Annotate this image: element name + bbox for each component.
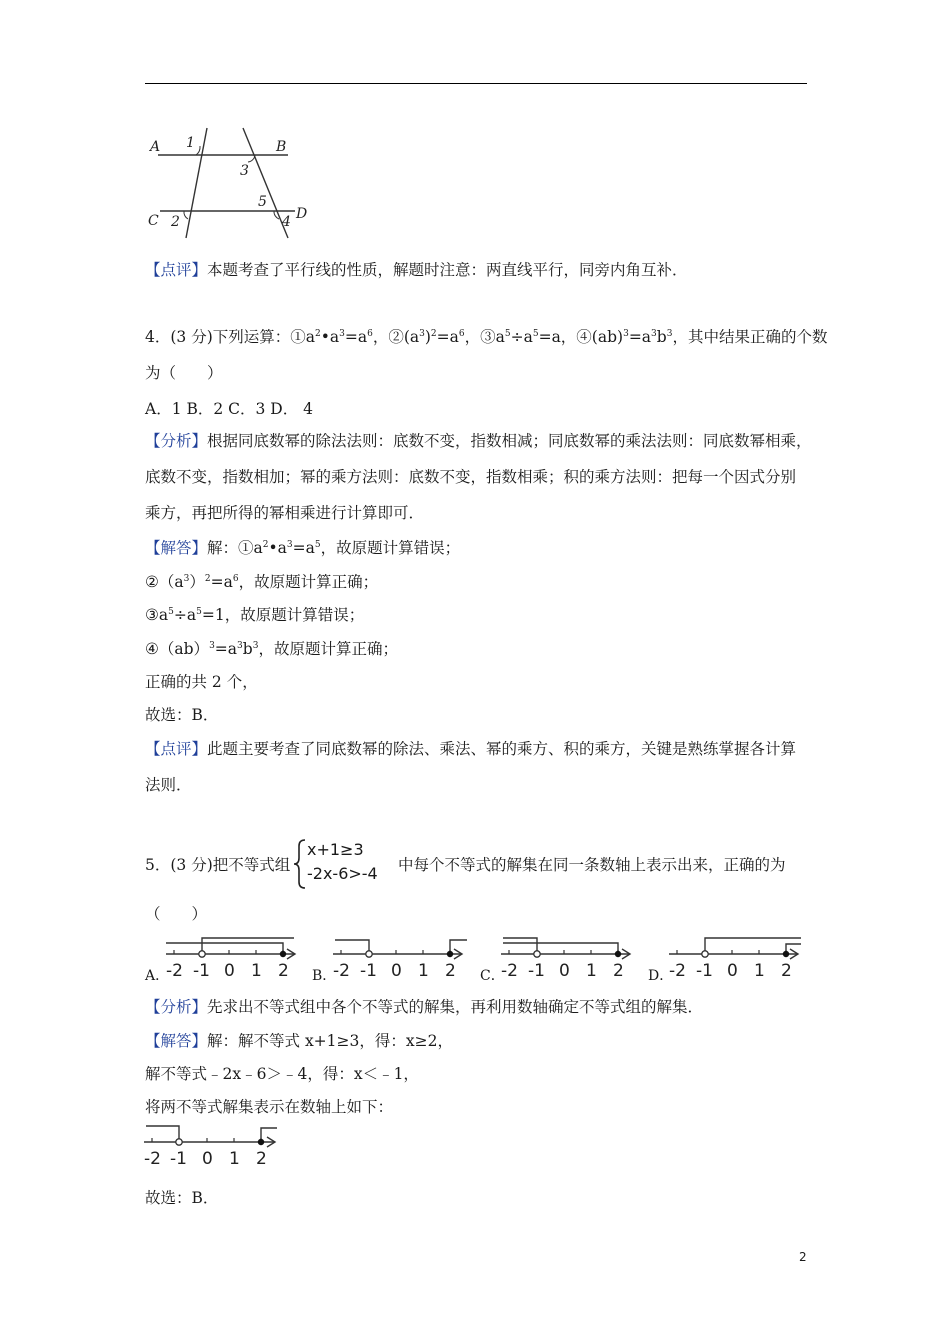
svg-text:1: 1 [251, 961, 262, 980]
svg-text:-1: -1 [360, 961, 377, 980]
q4-answer-6: 故选：B． [145, 706, 219, 724]
svg-text:0: 0 [559, 961, 570, 980]
option-a-label: A． [145, 968, 170, 984]
svg-text:-2: -2 [501, 961, 518, 980]
svg-text:-2: -2 [669, 961, 686, 980]
label-angle-5: 5 [258, 194, 267, 210]
number-line-option-a [162, 934, 302, 980]
q4-analysis-3: 乘方，再把所得的幂相乘进行计算即可． [145, 504, 425, 522]
q4-comment-2: 法则． [145, 776, 192, 794]
option-d-label: D． [648, 968, 674, 984]
q4-answer-1: 【解答】解：$①a^2•a^3=a^5$，故原题计算错误； [145, 539, 461, 557]
page-number: 2 [799, 1250, 807, 1264]
q4-stem: 4．(3 分)下列运算：$①a^2•a^3=a^6$，$②(a^3)^2=a^6$，$③a^5\div a^5=a$，$④(ab)^3=a^3b^3$，其中结果正确的个数 [145, 328, 828, 346]
inequality-1: x+1≥3 [307, 840, 364, 859]
q4-analysis-1: 【分析】根据同底数幂的除法法则：底数不变，指数相减；同底数幂的乘法法则：同底数幂相乘， [145, 432, 812, 450]
q4-analysis-2: 底数不变，指数相加；幂的乘方法则：底数不变，指数相乘；积的乘方法则：把每一个因式分别 [145, 468, 797, 486]
svg-text:-2: -2 [333, 961, 350, 980]
label-D: D [296, 206, 308, 222]
svg-text:-1: -1 [696, 961, 713, 980]
number-line-option-c [497, 934, 637, 980]
q4-stem-line2: 为（ ） [145, 364, 223, 382]
svg-text:0: 0 [202, 1149, 213, 1168]
svg-text:-1: -1 [193, 961, 210, 980]
inequality-2: -2x-6>-4 [307, 864, 378, 883]
label-angle-1: 1 [186, 135, 195, 151]
header-rule [145, 83, 807, 84]
svg-text:0: 0 [391, 961, 402, 980]
label-angle-2: 2 [171, 214, 180, 230]
q4-comment-1: 【点评】此题主要考查了同底数幂的除法、乘法、幂的乘方、积的乘方，关键是熟练掌握各计算 [145, 740, 797, 758]
q4-options: A．1 B．2 C．3 D． 4 [145, 400, 314, 418]
svg-text:1: 1 [418, 961, 429, 980]
svg-text:1: 1 [754, 961, 765, 980]
q4-answer-2: $②(a^3)^2=a^6$，故原题计算正确； [145, 573, 379, 591]
q5-paren: （ ） [145, 905, 208, 923]
svg-text:2: 2 [781, 961, 792, 980]
comment-q3: 【点评】本题考查了平行线的性质，解题时注意：两直线平行，同旁内角互补． [145, 261, 688, 279]
svg-text:-1: -1 [170, 1149, 187, 1168]
number-line-solution [140, 1118, 285, 1168]
svg-text:2: 2 [445, 961, 456, 980]
brace-icon [293, 838, 307, 890]
label-B: B [276, 139, 287, 155]
q4-answer-3: $③a^5\div a^5=1$，故原题计算错误； [145, 606, 365, 624]
parallel-lines-figure [140, 122, 320, 242]
number-line-option-b [329, 934, 469, 980]
svg-text:2: 2 [613, 961, 624, 980]
q5-answer-2: 解不等式﹣2x﹣6＞﹣4，得：x＜﹣1， [145, 1065, 419, 1083]
svg-text:2: 2 [256, 1149, 267, 1168]
svg-text:0: 0 [224, 961, 235, 980]
svg-text:1: 1 [586, 961, 597, 980]
q5-answer-3: 将两不等式解集表示在数轴上如下： [145, 1098, 394, 1116]
q5-stem-post: 中每个不等式的解集在同一条数轴上表示出来，正确的为 [398, 856, 786, 874]
q5-answer-4: 故选：B． [145, 1189, 219, 1207]
svg-text:2: 2 [278, 961, 289, 980]
label-angle-4: 4 [282, 214, 291, 230]
svg-text:-1: -1 [528, 961, 545, 980]
svg-text:0: 0 [727, 961, 738, 980]
number-line-option-d [665, 934, 805, 980]
svg-text:-2: -2 [144, 1149, 161, 1168]
q5-answer-1: 【解答】解：解不等式 x+1≥3，得：x≥2， [145, 1032, 453, 1050]
option-c-label: C． [480, 968, 505, 984]
label-angle-3: 3 [240, 163, 249, 179]
q4-answer-5: 正确的共 2 个， [145, 673, 258, 691]
label-C: C [148, 213, 159, 229]
svg-text:-2: -2 [166, 961, 183, 980]
q5-analysis: 【分析】先求出不等式组中各个不等式的解集，再利用数轴确定不等式组的解集． [145, 998, 704, 1016]
q4-answer-4: $④(ab)^3=a^3b^3$，故原题计算正确； [145, 640, 398, 658]
svg-text:1: 1 [229, 1149, 240, 1168]
label-A: A [150, 139, 161, 155]
option-b-label: B． [312, 968, 337, 984]
q5-stem-pre: 5．(3 分)把不等式组 [145, 856, 291, 874]
